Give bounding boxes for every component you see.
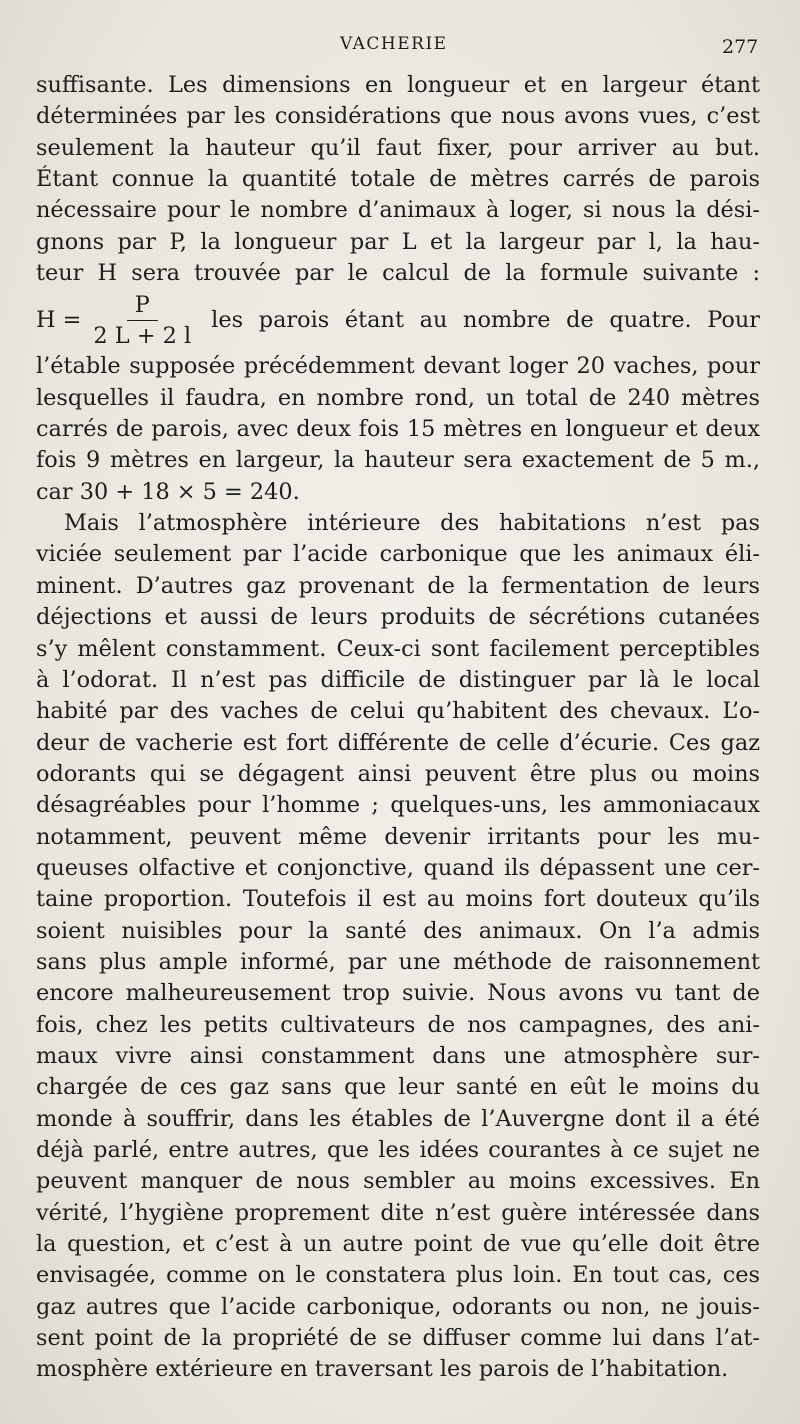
body-text: [36, 70, 760, 1386]
text-line: taine proportion. Toutefois il est au moins fort douteux qu’ils: [36, 886, 760, 913]
formula-line: [36, 289, 760, 351]
text-line: sans plus ample informé, par une méthode de raisonnement: [36, 948, 760, 975]
paragraph-2: [36, 508, 760, 1386]
text-line: envisagée, comme on le constatera plus loin. En tout cas, ces: [36, 1262, 760, 1289]
text-line: notamment, peuvent même devenir irritants pour les mu-: [36, 823, 760, 850]
text-line: teur H sera trouvée par le calcul de la formule suivante :: [36, 260, 760, 287]
text-line: carrés de parois, avec deux fois 15 mètres en longueur et deux: [36, 416, 760, 443]
formula-lhs: H =: [36, 307, 82, 334]
text-line: suffisante. Les dimensions en longueur et en largeur étant: [36, 72, 760, 98]
text-line: à l’odorat. Il n’est pas difficile de distinguer par là le local: [36, 666, 760, 693]
text-line: l’étable supposée précédemment devant loger 20 vaches, pour: [36, 353, 760, 380]
text-line: s’y mêlent constamment. Ceux-ci sont facilement perceptibles: [36, 635, 760, 662]
text-line: sent point de la propriété de se diffuser comme lui dans l’at-: [36, 1325, 760, 1352]
text-line: gaz autres que l’acide carbonique, odorants ou non, ne jouis-: [36, 1293, 760, 1320]
text-line: lesquelles il faudra, en nombre rond, un total de 240 mètres: [36, 384, 760, 411]
text-line: vérité, l’hygiène proprement dite n’est guère intéressée dans: [36, 1199, 760, 1226]
text-line: fois, chez les petits cultivateurs de nos campagnes, des ani-: [36, 1011, 760, 1038]
height-formula: [36, 292, 197, 349]
text-line: encore malheureusement trop suivie. Nous avons vu tant de: [36, 980, 760, 1007]
text-line: peuvent manquer de nous sembler au moins excessives. En: [36, 1168, 760, 1195]
text-line: habité par des vaches de celui qu’habitent des chevaux. L’o-: [36, 698, 760, 725]
paragraph-1: [36, 70, 760, 508]
text-line: minent. D’autres gaz provenant de la fermentation de leurs: [36, 572, 760, 599]
formula-trailing-text: les parois étant au nombre de quatre. Pour: [211, 307, 760, 334]
formula-denominator: 2 L + 2 l: [93, 322, 192, 349]
text-line: viciée seulement par l’acide carbonique que les animaux éli-: [36, 541, 760, 568]
text-line: seulement la hauteur qu’il faut fixer, pour arriver au but.: [36, 134, 760, 161]
page-number: 277: [722, 36, 759, 58]
text-line: chargée de ces gaz sans que leur santé en eût le moins du: [36, 1074, 760, 1101]
text-line: nécessaire pour le nombre d’animaux à loger, si nous la dési-: [36, 197, 760, 224]
text-line: maux vivre ainsi constamment dans une atmosphère sur-: [36, 1042, 760, 1069]
text-line: mosphère extérieure en traversant les parois de l’habitation.: [36, 1356, 729, 1383]
text-line: gnons par P, la longueur par L et la largeur par l, la hau-: [36, 228, 760, 255]
text-line: Étant connue la quantité totale de mètres carrés de parois: [36, 166, 760, 193]
text-line: odorants qui se dégagent ainsi peuvent être plus ou moins: [36, 760, 760, 787]
text-line: deur de vacherie est fort différente de celle d’écurie. Ces gaz: [36, 729, 760, 756]
running-head: [0, 34, 800, 60]
text-line: désagréables pour l’homme ; quelques-uns, les ammoniacaux: [36, 792, 760, 819]
formula-fraction: [87, 292, 197, 349]
running-title: VACHERIE: [340, 34, 448, 54]
text-line: fois 9 mètres en largeur, la hauteur sera exactement de 5 m.,: [36, 447, 760, 474]
text-line: monde à souffrir, dans les étables de l’Auvergne dont il a été: [36, 1105, 760, 1132]
text-line: Mais l’atmosphère intérieure des habitations n’est pas: [64, 510, 760, 537]
text-line: queuses olfactive et conjonctive, quand ils dépassent une cer-: [36, 854, 760, 881]
text-line: la question, et c’est à un autre point de vue qu’elle doit être: [36, 1231, 760, 1258]
text-line: déjà parlé, entre autres, que les idées courantes à ce sujet ne: [36, 1137, 760, 1163]
text-line: déterminées par les considérations que nous avons vues, c’est: [36, 103, 760, 130]
text-line: déjections et aussi de leurs produits de sécrétions cutanées: [36, 604, 760, 631]
text-line: soient nuisibles pour la santé des animaux. On l’a admis: [36, 917, 760, 944]
formula-numerator: P: [127, 292, 158, 321]
text-line: car 30 + 18 × 5 = 240.: [36, 478, 300, 505]
